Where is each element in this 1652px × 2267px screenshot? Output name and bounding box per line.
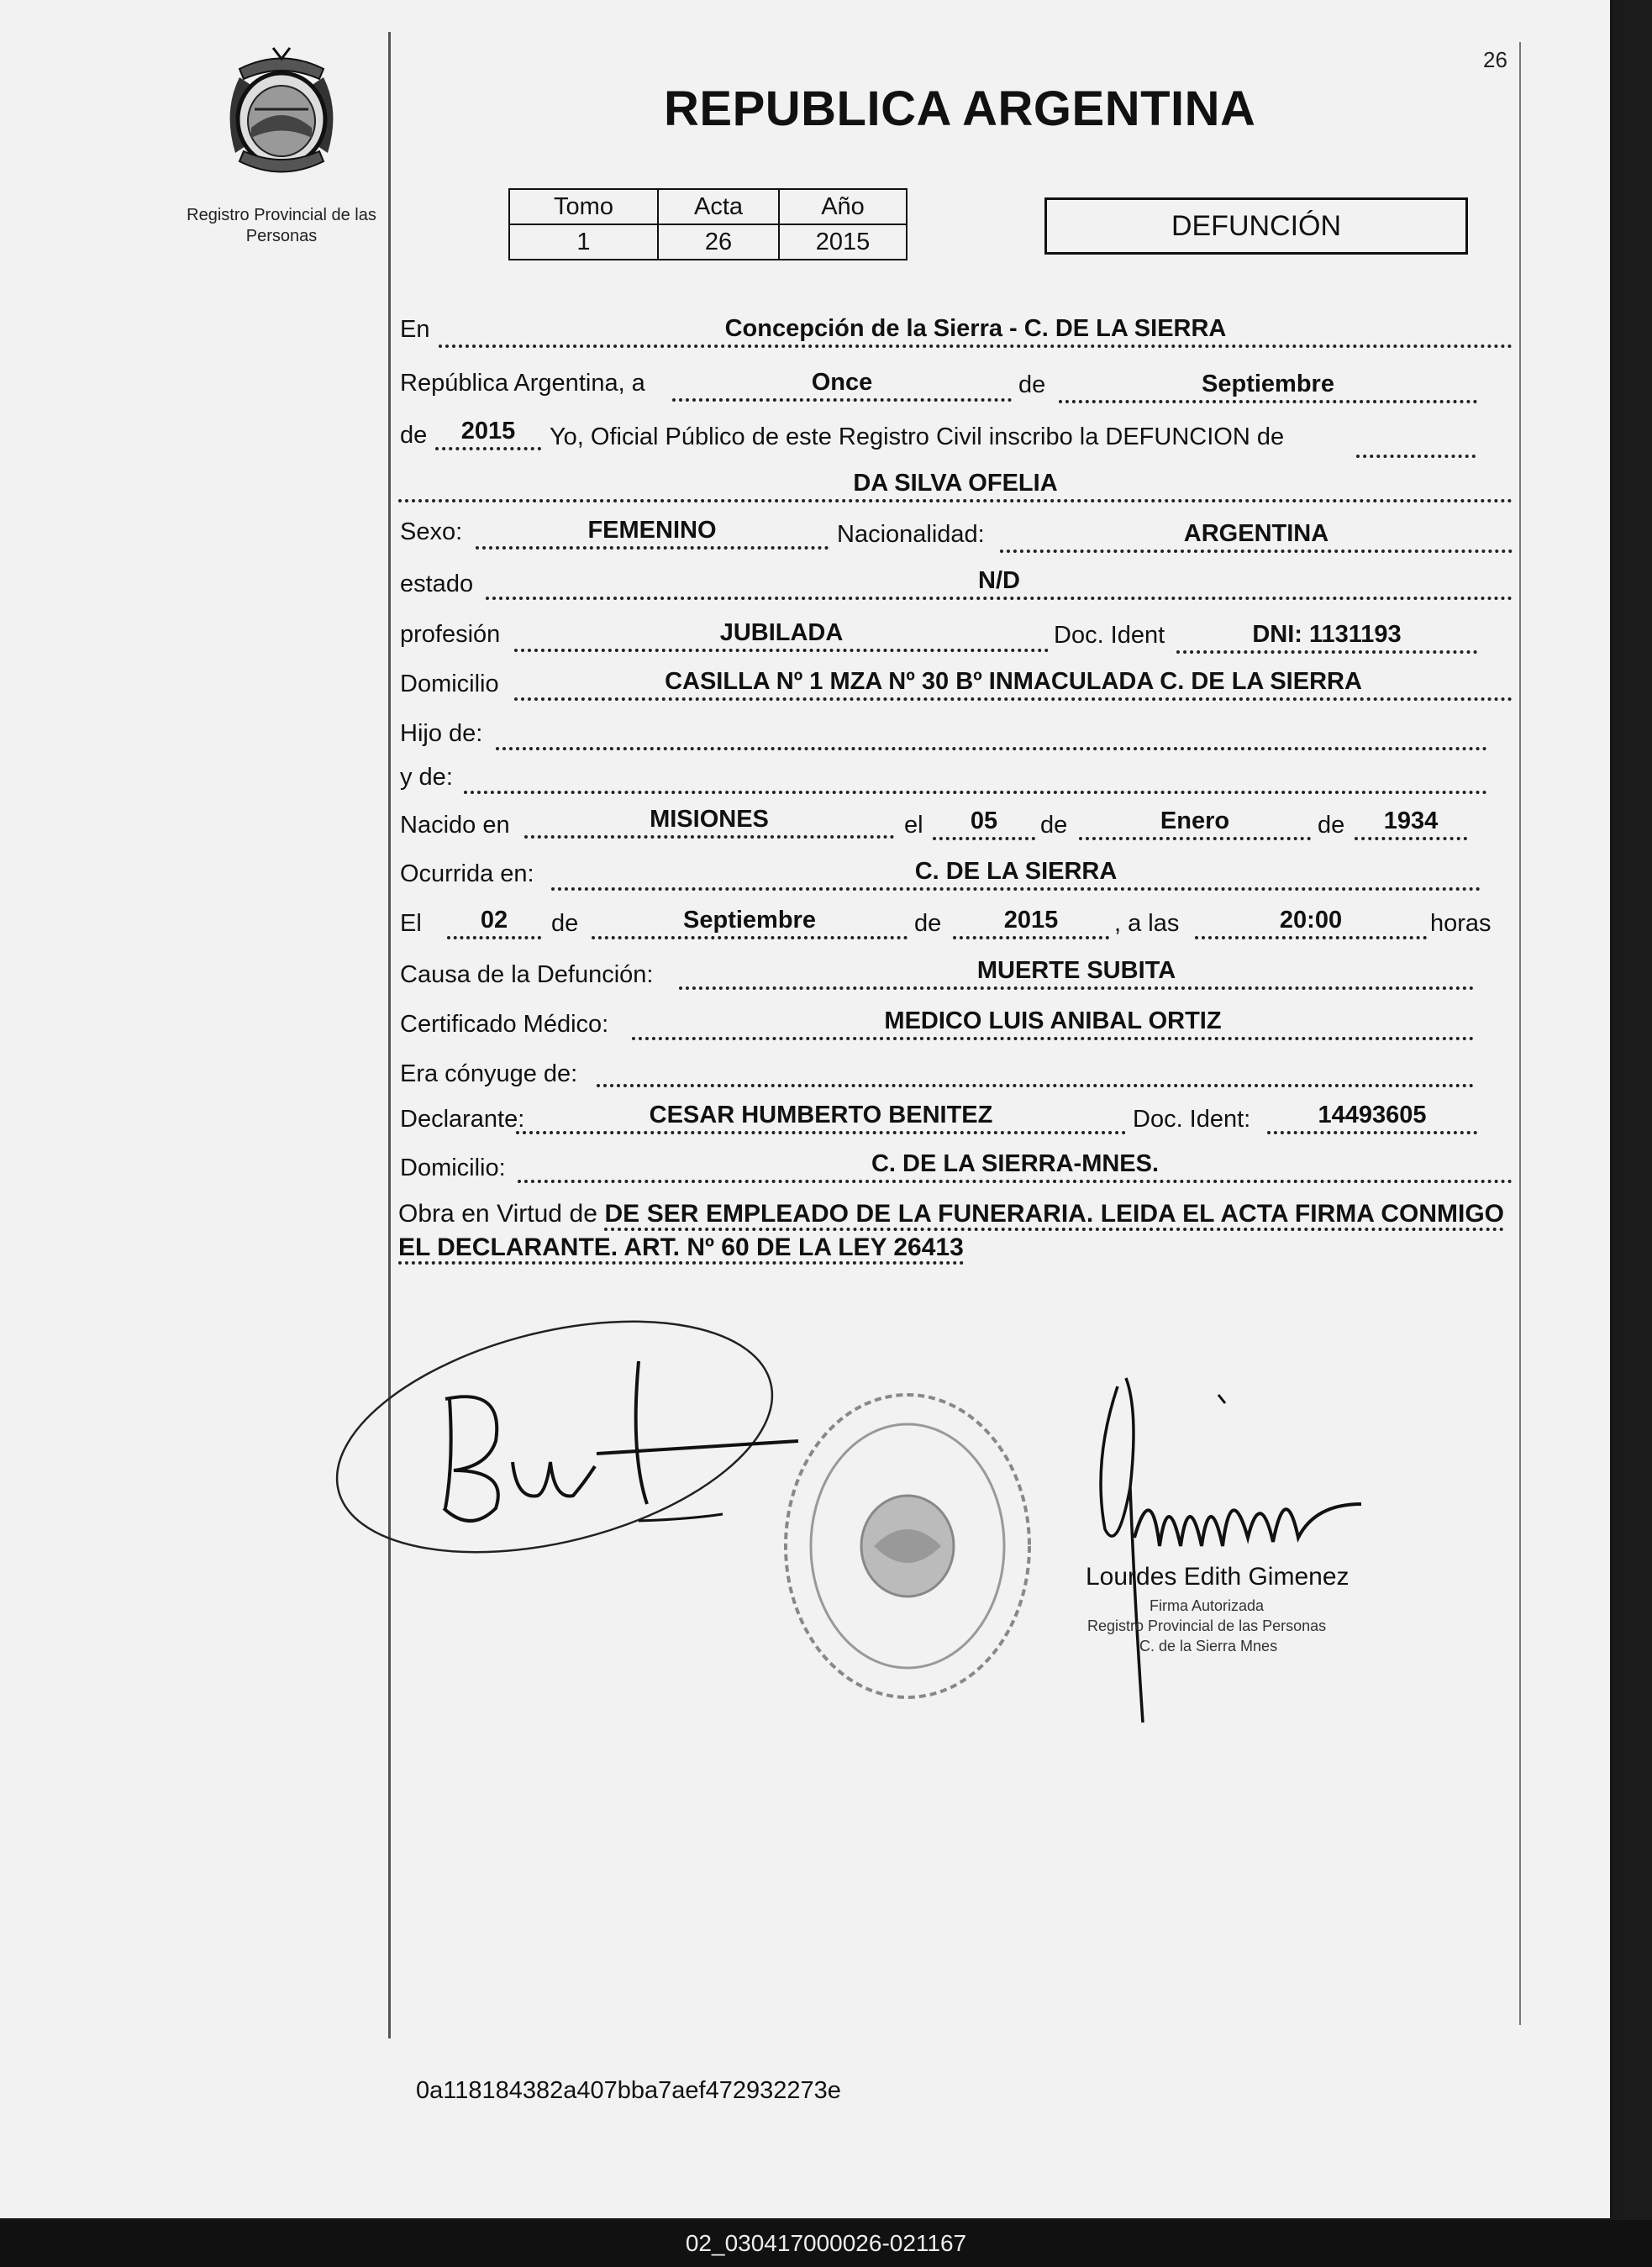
label-conyuge: Era cónyuge de: (400, 1060, 578, 1087)
value-dia-registro: Once (672, 368, 1012, 402)
label-en: En (400, 316, 430, 343)
value-sexo: FEMENINO (476, 516, 829, 550)
label-declarante: Declarante: (400, 1106, 525, 1133)
record-table (508, 188, 908, 260)
label-el-cap: El (400, 910, 422, 937)
value-declarante-domicilio: C. DE LA SIERRA-MNES. (518, 1149, 1513, 1183)
label-y-de: y de: (400, 764, 453, 791)
record-type-box: DEFUNCIÓN (1044, 197, 1468, 255)
value-hijo-de (496, 717, 1487, 750)
official-signature (1084, 1361, 1386, 1731)
label-de-1: de (1018, 371, 1046, 398)
registry-name: Registro Provincial de las Personas (187, 206, 376, 245)
value-causa: MUERTE SUBITA (679, 956, 1474, 990)
label-nacido-en: Nacido en (400, 812, 510, 839)
label-estado: estado (400, 571, 474, 597)
header-acta: Acta (658, 189, 779, 224)
header-anio: Año (779, 189, 907, 224)
label-a-las: , a las (1114, 910, 1180, 937)
official-name: Lourdes Edith Gimenez (1086, 1563, 1349, 1591)
value-fallec-hora: 20:00 (1195, 906, 1427, 939)
value-certificado: MEDICO LUIS ANIBAL ORTIZ (632, 1007, 1474, 1040)
label-de-6: de (914, 910, 942, 937)
value-ocurrida-en: C. DE LA SIERRA (551, 857, 1481, 891)
label-ocurrida-en: Ocurrida en: (400, 860, 534, 887)
value-y-de (464, 760, 1487, 794)
label-profesion: profesión (400, 621, 501, 648)
label-doc-ident-2: Doc. Ident: (1133, 1106, 1251, 1133)
value-doc-ident: DNI: 1131193 (1176, 620, 1477, 654)
value-tomo: 1 (509, 224, 658, 260)
value-mes-registro: Septiembre (1059, 370, 1477, 403)
value-nacido-dia: 05 (933, 807, 1035, 840)
left-margin-line (388, 32, 391, 2038)
province-seal-logo (214, 44, 349, 187)
value-estado: N/D (486, 566, 1513, 600)
registry-round-stamp (773, 1378, 1042, 1714)
label-nacionalidad: Nacionalidad: (837, 521, 985, 548)
value-fallec-dia: 02 (447, 906, 541, 939)
declarant-signature (328, 1294, 832, 1580)
label-horas: horas (1430, 910, 1492, 937)
value-anio-registro: 2015 (435, 417, 541, 450)
value-fallec-mes: Septiembre (592, 906, 908, 939)
value-nacionalidad: ARGENTINA (1000, 519, 1513, 553)
label-doc-ident: Doc. Ident (1054, 622, 1165, 649)
label-hijo-de: Hijo de: (400, 720, 483, 747)
header-tomo: Tomo (509, 189, 658, 224)
label-causa: Causa de la Defunción: (400, 961, 654, 988)
label-republica: República Argentina, a (400, 370, 645, 397)
value-nacido-mes: Enero (1079, 807, 1311, 840)
value-conyuge (597, 1054, 1474, 1087)
label-de-3: de (1040, 812, 1068, 839)
label-yo-oficial: Yo, Oficial Público de este Registro Civil inscribo la DEFUNCION de (550, 423, 1285, 450)
value-nombre: DA SILVA OFELIA (398, 469, 1513, 502)
value-profesion: JUBILADA (514, 618, 1049, 652)
label-de-4: de (1318, 812, 1345, 839)
label-de-5: de (551, 910, 579, 937)
official-office: Registro Provincial de las Personas (1087, 1617, 1327, 1634)
label-sexo: Sexo: (400, 518, 463, 545)
right-margin-line (1519, 42, 1521, 2025)
value-fallec-anio: 2015 (953, 906, 1109, 939)
official-branch: C. de la Sierra Mnes (1139, 1638, 1278, 1654)
value-domicilio: CASILLA Nº 1 MZA Nº 30 Bº INMACULADA C. DE LA SIERRA (514, 667, 1513, 701)
label-obra: Obra en Virtud de (398, 1200, 597, 1228)
value-acta: 26 (658, 224, 779, 260)
value-nacido-en: MISIONES (524, 805, 894, 839)
page-number: 26 (1483, 47, 1507, 72)
footer-code: 02_030417000026-021167 (0, 2220, 1652, 2267)
value-anio: 2015 (779, 224, 907, 260)
official-role: Firma Autorizada (1150, 1597, 1265, 1614)
label-certificado: Certificado Médico: (400, 1011, 609, 1038)
value-declarante-doc: 14493605 (1267, 1101, 1477, 1134)
value-lugar: Concepción de la Sierra - C. DE LA SIERRA (439, 314, 1513, 348)
document-hash: 0a118184382a407bba7aef472932273e (416, 2077, 841, 2104)
label-el: el (904, 812, 923, 839)
document-title: REPUBLICA ARGENTINA (664, 82, 1256, 136)
label-domicilio: Domicilio (400, 671, 499, 697)
label-de-2: de (400, 422, 428, 449)
value-nacido-anio: 1934 (1355, 807, 1467, 840)
obra-en-virtud (398, 1197, 1504, 1265)
dotted-line (1356, 454, 1476, 458)
value-obra: DE SER EMPLEADO DE LA FUNERARIA. LEIDA EL ACTA FIRMA CONMIGO EL DECLARANTE. ART. Nº 60 DE LA LEY 26413 (398, 1200, 1504, 1265)
value-declarante: CESAR HUMBERTO BENITEZ (516, 1101, 1126, 1134)
label-domicilio-2: Domicilio: (400, 1155, 506, 1181)
